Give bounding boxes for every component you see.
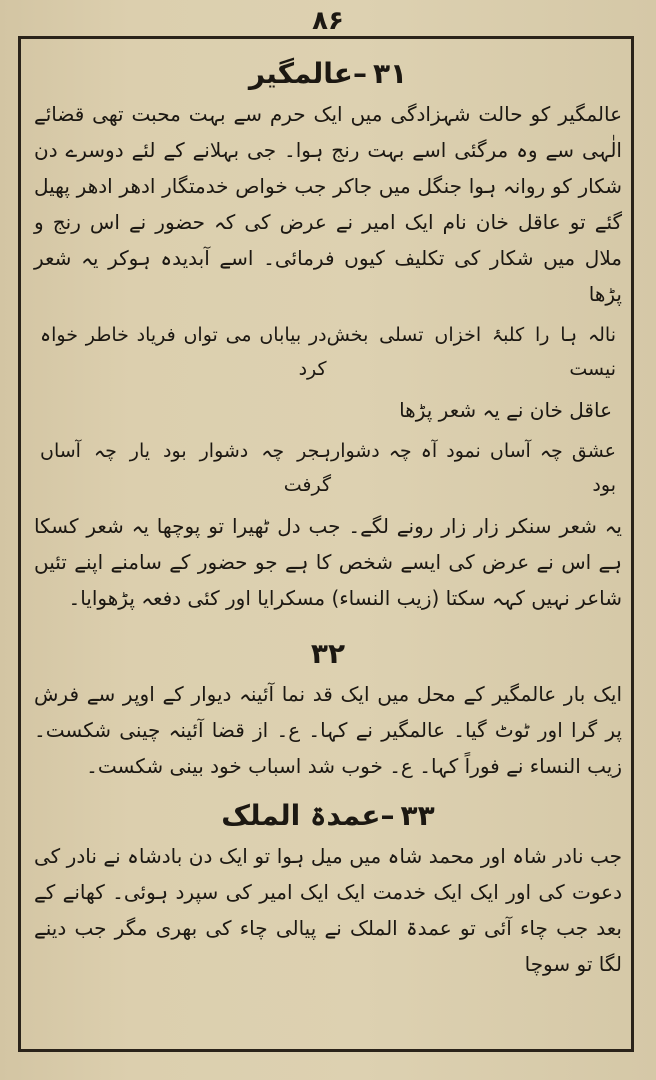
section-31-number: ۳۱ (372, 57, 408, 90)
section-33-title: عمدۃ الملک (221, 799, 381, 832)
section-32-paragraph: ایک بار عالمگیر کے محل میں ایک قد نما آئینہ دیوار کے اوپر سے فرش پر گرا اور ٹوٹ گیا۔ عالمگیر نے کہا۔ ع۔ از قضا آئینہ چینی شکست۔ زیب النساء نے فوراً کہا۔ ع۔ خوب شد اسباب خود بینی شکست۔ (34, 682, 622, 778)
page-number: ۸۶ (312, 6, 344, 36)
verse-2 (34, 434, 622, 502)
section-31-closing: یہ شعر سنکر زار زار رونے لگے۔ جب دل ٹھیرا تو پوچھا یہ شعر کسکا ہے اس نے عرض کی ایسے شخص کا ہے جو حضور کے سامنے اپنے تئیں شاعر نہیں کہہ سکتا (زیب النساء) مسکرایا اور کئی دفعہ پڑھوایا۔ (34, 514, 622, 610)
verse-2-intro: عاقل خان نے یہ شعر پڑھا (399, 398, 612, 422)
page-content (34, 50, 622, 1040)
verse-2-second-hemistich: ہجر چہ دشوار بود یار چہ آساں گرفت (40, 440, 332, 496)
verse-2-first-hemistich: عشق چہ آساں نمود آہ چہ دشوار بود (331, 440, 616, 496)
verse-1-second-hemistich: در بیاباں می تواں فریاد خاطر خواہ کرد (40, 324, 327, 380)
section-31-heading: ۳۱–عالمگیر (248, 57, 408, 90)
section-33-paragraph: جب نادر شاہ اور محمد شاہ میں میل ہوا تو ایک دن بادشاہ نے نادر کی دعوت کی اور ایک ایک خدمت ایک ایک امیر کی سپرد ہوئی۔ کھانے کے بعد جب چاء آئی تو عمدۃ الملک نے پیالی چاء کی بھری مگر جب دینے لگا تو سوچا (34, 844, 622, 976)
section-31-paragraph: عالمگیر کو حالت شہزادگی میں ایک حرم سے بہت محبت تھی قضائے الٰہی سے وہ مرگئی اسے بہت رنج ہوا۔ جی بہلانے کے لئے دوسرے دن شکار کو روانہ ہوا جنگل میں جاکر جب خواص خدمتگار ادھر ادھر پھیل گئے تو عاقل خان نام ایک امیر نے عرض کی کہ حضور نے اس رنج و ملال میں شکار کی تکلیف کیوں فرمائی۔ اسے آبدیدہ ہوکر یہ شعر پڑھا (34, 102, 622, 306)
section-33-heading: ۳۳–عمدۃ الملک (221, 799, 435, 832)
section-33-number: ۳۳ (400, 799, 435, 832)
verse-1 (34, 318, 622, 386)
section-32-number: ۳۲ (310, 637, 346, 670)
verse-1-first-hemistich: نالہ ہا را کلبۂ اخزاں تسلی بخش نیست (326, 324, 616, 380)
section-31-title: عالمگیر (248, 57, 353, 90)
section-32-heading (34, 634, 622, 674)
